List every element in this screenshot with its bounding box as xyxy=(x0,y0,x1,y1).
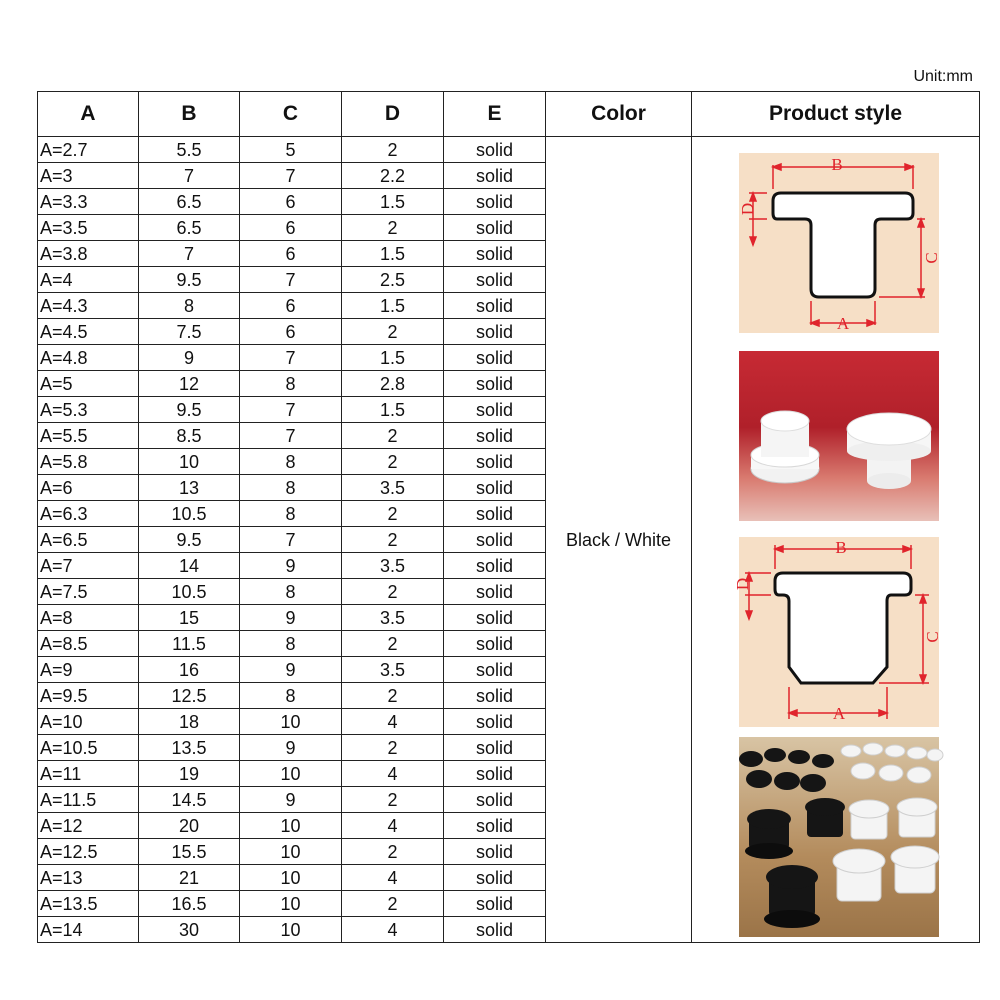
cell-c: 10 xyxy=(240,891,342,917)
cell-d: 2 xyxy=(342,423,444,449)
cell-d: 4 xyxy=(342,865,444,891)
cell-e: solid xyxy=(444,215,546,241)
cell-a: A=13.5 xyxy=(38,891,139,917)
header-e: E xyxy=(444,92,546,137)
cell-d: 3.5 xyxy=(342,605,444,631)
cell-d: 2.5 xyxy=(342,267,444,293)
cell-b: 21 xyxy=(139,865,240,891)
cell-d: 2 xyxy=(342,501,444,527)
cell-d: 2 xyxy=(342,527,444,553)
cell-c: 8 xyxy=(240,683,342,709)
spec-table xyxy=(37,91,980,943)
cell-b: 10 xyxy=(139,449,240,475)
cell-a: A=6.3 xyxy=(38,501,139,527)
cell-b: 15.5 xyxy=(139,839,240,865)
cell-a: A=12.5 xyxy=(38,839,139,865)
cell-e: solid xyxy=(444,267,546,293)
cell-e: solid xyxy=(444,631,546,657)
cell-d: 3.5 xyxy=(342,475,444,501)
cell-d: 2 xyxy=(342,579,444,605)
cell-e: solid xyxy=(444,241,546,267)
table-row xyxy=(38,137,980,163)
cell-a: A=11 xyxy=(38,761,139,787)
cell-b: 13 xyxy=(139,475,240,501)
cell-a: A=3.5 xyxy=(38,215,139,241)
cell-c: 10 xyxy=(240,813,342,839)
cell-c: 8 xyxy=(240,371,342,397)
cell-e: solid xyxy=(444,839,546,865)
cell-e: solid xyxy=(444,917,546,943)
cell-e: solid xyxy=(444,371,546,397)
cell-c: 9 xyxy=(240,735,342,761)
cell-b: 9.5 xyxy=(139,397,240,423)
cell-b: 8 xyxy=(139,293,240,319)
cell-c: 10 xyxy=(240,839,342,865)
cell-d: 1.5 xyxy=(342,345,444,371)
header-row xyxy=(38,92,980,137)
cell-a: A=11.5 xyxy=(38,787,139,813)
cell-e: solid xyxy=(444,293,546,319)
cell-b: 19 xyxy=(139,761,240,787)
cell-c: 10 xyxy=(240,761,342,787)
cell-d: 2.2 xyxy=(342,163,444,189)
cell-d: 2 xyxy=(342,215,444,241)
cell-c: 7 xyxy=(240,527,342,553)
cell-a: A=3.8 xyxy=(38,241,139,267)
cell-b: 14.5 xyxy=(139,787,240,813)
cell-a: A=5.5 xyxy=(38,423,139,449)
cell-d: 2 xyxy=(342,839,444,865)
cell-d: 3.5 xyxy=(342,553,444,579)
cell-c: 7 xyxy=(240,163,342,189)
diagram1-label-a: A xyxy=(836,314,850,333)
cell-b: 13.5 xyxy=(139,735,240,761)
unit-label: Unit:mm xyxy=(913,68,973,85)
cell-d: 2 xyxy=(342,319,444,345)
cell-b: 14 xyxy=(139,553,240,579)
cell-e: solid xyxy=(444,345,546,371)
cell-a: A=4.3 xyxy=(38,293,139,319)
cell-e: solid xyxy=(444,475,546,501)
cell-e: solid xyxy=(444,683,546,709)
cell-d: 4 xyxy=(342,813,444,839)
diagram1-label-c: C xyxy=(922,252,941,264)
cell-e: solid xyxy=(444,137,546,163)
cell-e: solid xyxy=(444,527,546,553)
header-color: Color xyxy=(546,92,692,137)
cell-b: 7 xyxy=(139,163,240,189)
cell-a: A=5.8 xyxy=(38,449,139,475)
cell-c: 10 xyxy=(240,709,342,735)
cell-b: 6.5 xyxy=(139,215,240,241)
cell-b: 10.5 xyxy=(139,501,240,527)
cell-e: solid xyxy=(444,709,546,735)
cell-d: 1.5 xyxy=(342,397,444,423)
cell-c: 10 xyxy=(240,917,342,943)
cell-c: 10 xyxy=(240,865,342,891)
cell-d: 2 xyxy=(342,683,444,709)
diagram2-label-a: A xyxy=(832,704,846,723)
header-product-style: Product style xyxy=(692,92,980,137)
cell-d: 4 xyxy=(342,761,444,787)
cell-a: A=14 xyxy=(38,917,139,943)
cell-c: 7 xyxy=(240,397,342,423)
cell-a: A=7 xyxy=(38,553,139,579)
diagram2-label-c: C xyxy=(923,631,942,643)
diagram1-label-d: D xyxy=(738,202,757,216)
cell-b: 15 xyxy=(139,605,240,631)
cell-c: 8 xyxy=(240,631,342,657)
cell-c: 6 xyxy=(240,189,342,215)
plug-diagram-t-shape xyxy=(739,153,939,333)
cell-b: 7.5 xyxy=(139,319,240,345)
cell-c: 6 xyxy=(240,293,342,319)
cell-c: 8 xyxy=(240,475,342,501)
cell-e: solid xyxy=(444,891,546,917)
cell-a: A=6 xyxy=(38,475,139,501)
cell-b: 12 xyxy=(139,371,240,397)
cell-c: 9 xyxy=(240,605,342,631)
header-d: D xyxy=(342,92,444,137)
cell-b: 9.5 xyxy=(139,527,240,553)
cell-d: 2 xyxy=(342,449,444,475)
cell-d: 4 xyxy=(342,709,444,735)
cell-e: solid xyxy=(444,501,546,527)
product-photo-red-cloth xyxy=(739,351,939,521)
cell-e: solid xyxy=(444,319,546,345)
cell-e: solid xyxy=(444,163,546,189)
cell-d: 3.5 xyxy=(342,657,444,683)
cell-c: 7 xyxy=(240,423,342,449)
cell-e: solid xyxy=(444,189,546,215)
cell-e: solid xyxy=(444,761,546,787)
header-b: B xyxy=(139,92,240,137)
header-c: C xyxy=(240,92,342,137)
cell-b: 9 xyxy=(139,345,240,371)
cell-e: solid xyxy=(444,813,546,839)
cell-c: 7 xyxy=(240,345,342,371)
cell-e: solid xyxy=(444,579,546,605)
cell-a: A=9 xyxy=(38,657,139,683)
cell-c: 9 xyxy=(240,657,342,683)
cell-b: 18 xyxy=(139,709,240,735)
cell-e: solid xyxy=(444,605,546,631)
cell-a: A=4.5 xyxy=(38,319,139,345)
header-a: A xyxy=(38,92,139,137)
cell-c: 9 xyxy=(240,553,342,579)
cell-a: A=9.5 xyxy=(38,683,139,709)
cell-e: solid xyxy=(444,397,546,423)
cell-d: 1.5 xyxy=(342,241,444,267)
cell-d: 2 xyxy=(342,137,444,163)
cell-c: 8 xyxy=(240,449,342,475)
cell-b: 11.5 xyxy=(139,631,240,657)
cell-d: 2 xyxy=(342,735,444,761)
color-cell: Black / White xyxy=(546,137,692,943)
cell-b: 5.5 xyxy=(139,137,240,163)
product-style-panel xyxy=(692,137,979,942)
cell-a: A=4 xyxy=(38,267,139,293)
cell-a: A=7.5 xyxy=(38,579,139,605)
cell-b: 7 xyxy=(139,241,240,267)
cell-b: 9.5 xyxy=(139,267,240,293)
cell-d: 2 xyxy=(342,891,444,917)
diagram2-label-b: B xyxy=(835,538,847,557)
cell-a: A=5.3 xyxy=(38,397,139,423)
cell-d: 1.5 xyxy=(342,293,444,319)
cell-e: solid xyxy=(444,865,546,891)
cell-e: solid xyxy=(444,657,546,683)
cell-c: 8 xyxy=(240,579,342,605)
cell-d: 2 xyxy=(342,787,444,813)
cell-a: A=8 xyxy=(38,605,139,631)
cell-a: A=10 xyxy=(38,709,139,735)
diagram2-label-d: D xyxy=(733,577,752,591)
cell-c: 6 xyxy=(240,215,342,241)
cell-a: A=3.3 xyxy=(38,189,139,215)
cell-b: 30 xyxy=(139,917,240,943)
cell-e: solid xyxy=(444,423,546,449)
cell-c: 5 xyxy=(240,137,342,163)
product-style-cell xyxy=(692,137,980,943)
cell-e: solid xyxy=(444,449,546,475)
cell-e: solid xyxy=(444,735,546,761)
cell-a: A=8.5 xyxy=(38,631,139,657)
product-photo-assorted-plugs xyxy=(739,737,939,937)
cell-a: A=10.5 xyxy=(38,735,139,761)
cell-e: solid xyxy=(444,553,546,579)
cell-a: A=6.5 xyxy=(38,527,139,553)
cell-a: A=12 xyxy=(38,813,139,839)
cell-a: A=2.7 xyxy=(38,137,139,163)
plug-diagram-tapered xyxy=(733,537,942,727)
cell-c: 8 xyxy=(240,501,342,527)
cell-a: A=5 xyxy=(38,371,139,397)
cell-d: 1.5 xyxy=(342,189,444,215)
cell-b: 8.5 xyxy=(139,423,240,449)
cell-a: A=4.8 xyxy=(38,345,139,371)
cell-c: 6 xyxy=(240,241,342,267)
cell-b: 16 xyxy=(139,657,240,683)
cell-c: 9 xyxy=(240,787,342,813)
cell-b: 16.5 xyxy=(139,891,240,917)
cell-c: 7 xyxy=(240,267,342,293)
cell-e: solid xyxy=(444,787,546,813)
cell-d: 4 xyxy=(342,917,444,943)
cell-b: 6.5 xyxy=(139,189,240,215)
cell-b: 20 xyxy=(139,813,240,839)
cell-d: 2.8 xyxy=(342,371,444,397)
cell-b: 12.5 xyxy=(139,683,240,709)
cell-a: A=13 xyxy=(38,865,139,891)
cell-b: 10.5 xyxy=(139,579,240,605)
cell-c: 6 xyxy=(240,319,342,345)
diagram1-label-b: B xyxy=(831,155,843,174)
cell-a: A=3 xyxy=(38,163,139,189)
cell-d: 2 xyxy=(342,631,444,657)
